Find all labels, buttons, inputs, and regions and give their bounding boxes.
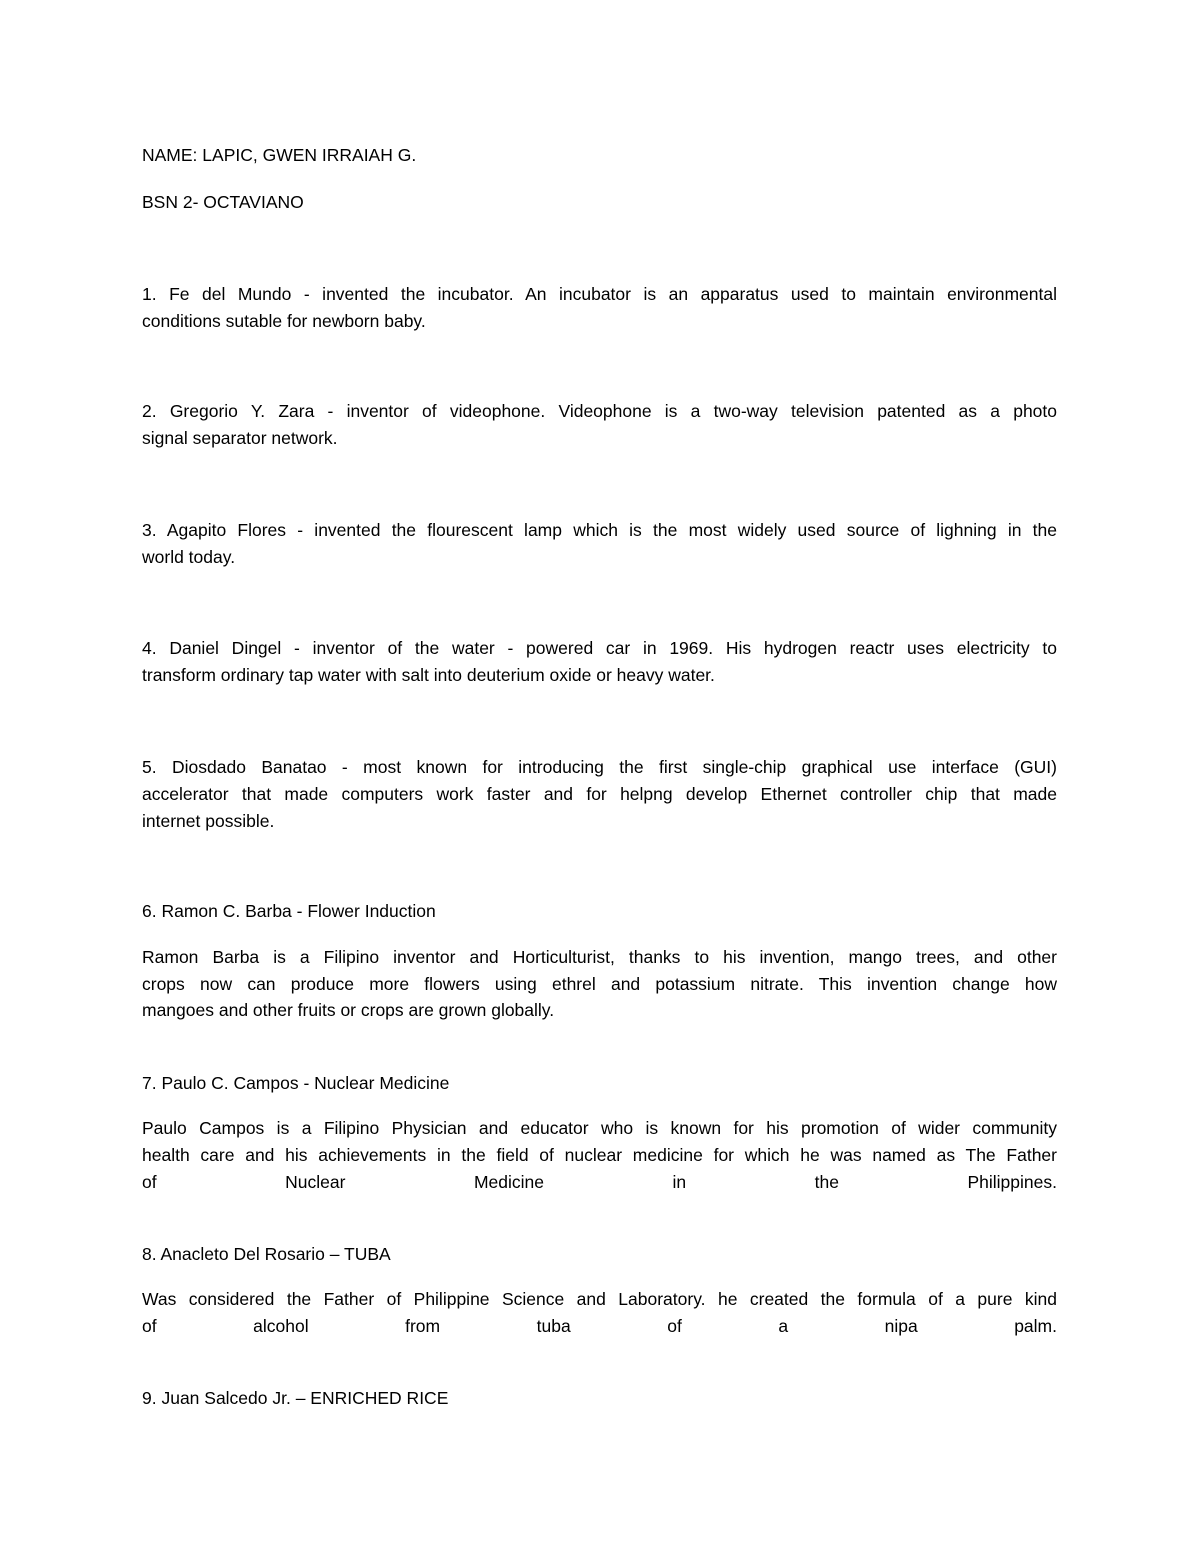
item-5-line-1: 5. Diosdado Banatao - most known for introducing the first single-chip graphical use interface (GUI) [142,757,1057,777]
student-section: BSN 2- OCTAVIANO [142,192,304,212]
item-8-heading: 8. Anacleto Del Rosario – TUBA [142,1244,391,1264]
item-1-line-1: 1. Fe del Mundo - invented the incubator. An incubator is an apparatus used to maintain environmental [142,284,1057,304]
item-1-line-2: conditions sutable for newborn baby. [142,311,426,331]
item-6-line-2: crops now can produce more flowers using ethrel and potassium nitrate. This invention change how [142,974,1057,994]
item-7-line-2: health care and his achievements in the field of nuclear medicine for which he was named as The Father [142,1145,1057,1165]
item-3-line-2: world today. [142,547,236,567]
item-6-line-1: Ramon Barba is a Filipino inventor and Horticulturist, thanks to his invention, mango trees, and other [142,947,1057,967]
item-4-line-1: 4. Daniel Dingel - inventor of the water - powered car in 1969. His hydrogen reactr uses electricity to [142,638,1057,658]
item-8-line-1: Was considered the Father of Philippine Science and Laboratory. he created the formula of a pure kind [142,1289,1057,1309]
item-7-line-3: of Nuclear Medicine in the Philippines. [142,1172,1057,1192]
item-9-heading: 9. Juan Salcedo Jr. – ENRICHED RICE [142,1388,449,1408]
item-6-line-3: mangoes and other fruits or crops are grown globally. [142,1000,555,1020]
item-2-line-2: signal separator network. [142,428,338,448]
student-name: NAME: LAPIC, GWEN IRRAIAH G. [142,145,417,165]
item-5-line-2: accelerator that made computers work faster and for helpng develop Ethernet controller chip that made [142,784,1057,804]
item-5-line-3: internet possible. [142,811,275,831]
item-8-line-2: of alcohol from tuba of a nipa palm. [142,1316,1057,1336]
item-7-line-1: Paulo Campos is a Filipino Physician and educator who is known for his promotion of wider community [142,1118,1057,1138]
item-6-heading: 6. Ramon C. Barba - Flower Induction [142,901,436,921]
item-4-line-2: transform ordinary tap water with salt into deuterium oxide or heavy water. [142,665,715,685]
item-2-line-1: 2. Gregorio Y. Zara - inventor of videophone. Videophone is a two-way television patented as a photo [142,401,1057,421]
item-3-line-1: 3. Agapito Flores - invented the flourescent lamp which is the most widely used source of lighning in the [142,520,1057,540]
item-7-heading: 7. Paulo C. Campos - Nuclear Medicine [142,1073,450,1093]
